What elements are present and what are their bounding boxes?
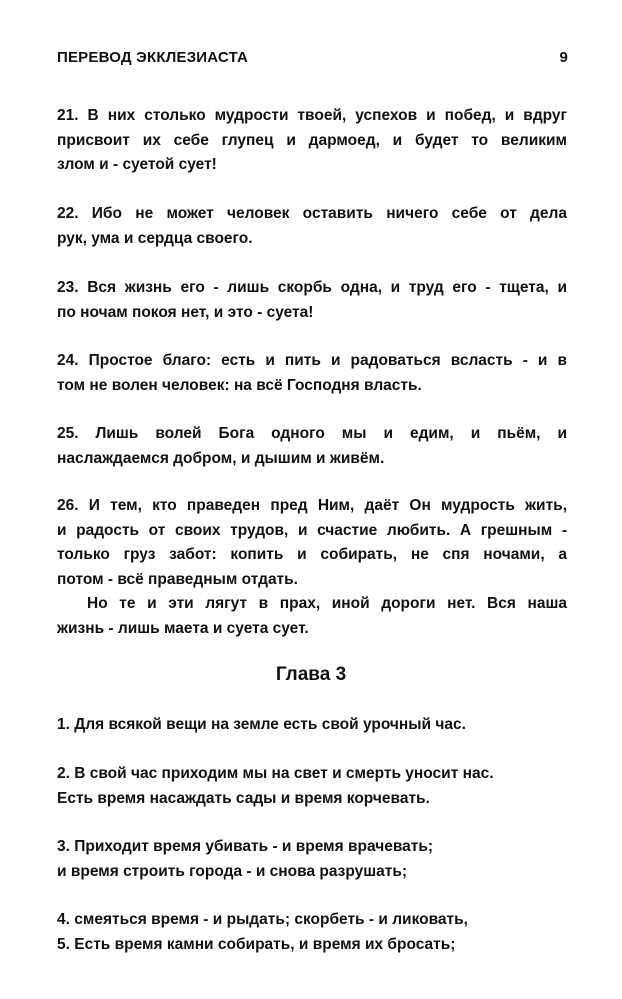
verse-line: 5. Есть время камни собирать, и время их бросать; <box>57 935 456 953</box>
verse-line: Но те и эти лягут в прах, иной дороги нет. Вся наша <box>87 595 567 612</box>
verse-line: наслаждаемся добром, и дышим и живём. <box>57 449 385 467</box>
verse-line: 21. В них столько мудрости твоей, успехов и побед, и вдруг <box>57 107 567 124</box>
verse-26 <box>57 494 567 592</box>
verse-line: 2. В свой час приходим мы на свет и смерть уносит нас. <box>57 765 494 782</box>
verse-26-continuation <box>57 592 567 641</box>
chapter3-verse-3 <box>57 835 567 884</box>
chapter3-verse-2 <box>57 762 567 811</box>
verse-21 <box>57 104 567 178</box>
chapter3-verse-1 <box>57 713 567 738</box>
running-head <box>57 49 568 71</box>
chapter3-verses-4-5 <box>57 908 567 957</box>
verse-23 <box>57 276 567 325</box>
verse-25 <box>57 422 567 471</box>
verse-22 <box>57 202 567 251</box>
verse-line: 23. Вся жизнь его - лишь скорбь одна, и труд его - тщета, и <box>57 279 567 296</box>
verse-line: присвоит их себе глупец и дармоед, и будет то великим <box>57 131 567 149</box>
running-title: ПЕРЕВОД ЭККЛЕЗИАСТА <box>57 49 249 66</box>
verse-line: рук, ума и сердца своего. <box>57 229 253 247</box>
page-number: 9 <box>559 49 568 66</box>
verse-line: 24. Простое благо: есть и пить и радоваться всласть - и в <box>57 352 567 369</box>
verse-line: 25. Лишь волей Бога одного мы и едим, и пьём, и <box>57 425 567 442</box>
verse-line: жизнь - лишь маета и суета сует. <box>57 619 309 637</box>
verse-line: том не волен человек: на всё Господня власть. <box>57 376 422 394</box>
verse-line: потом - всё праведным отдать. <box>57 570 298 588</box>
verse-line: и радость от своих трудов, и счастие любить. А грешным - <box>57 521 567 539</box>
verse-line: 1. Для всякой вещи на земле есть свой урочный час. <box>57 716 466 733</box>
verse-24 <box>57 349 567 398</box>
verse-line: по ночам покоя нет, и это - суета! <box>57 303 314 321</box>
verse-line: только груз забот: копить и собирать, не спя ночами, а <box>57 546 567 563</box>
verse-line: злом и - суетой сует! <box>57 156 217 173</box>
verse-line: и время строить города - и снова разрушать; <box>57 862 408 880</box>
verse-line: 22. Ибо не может человек оставить ничего себе от дела <box>57 205 567 222</box>
verse-line: Есть время насаждать сады и время корчевать. <box>57 789 430 807</box>
chapter-heading: Глава 3 <box>275 664 347 685</box>
verse-line: 3. Приходит время убивать - и время врачевать; <box>57 838 434 855</box>
verse-line: 26. И тем, кто праведен пред Ним, даёт Он мудрость жить, <box>57 497 567 514</box>
verse-line: 4. смеяться время - и рыдать; скорбеть - и ликовать, <box>57 911 468 928</box>
